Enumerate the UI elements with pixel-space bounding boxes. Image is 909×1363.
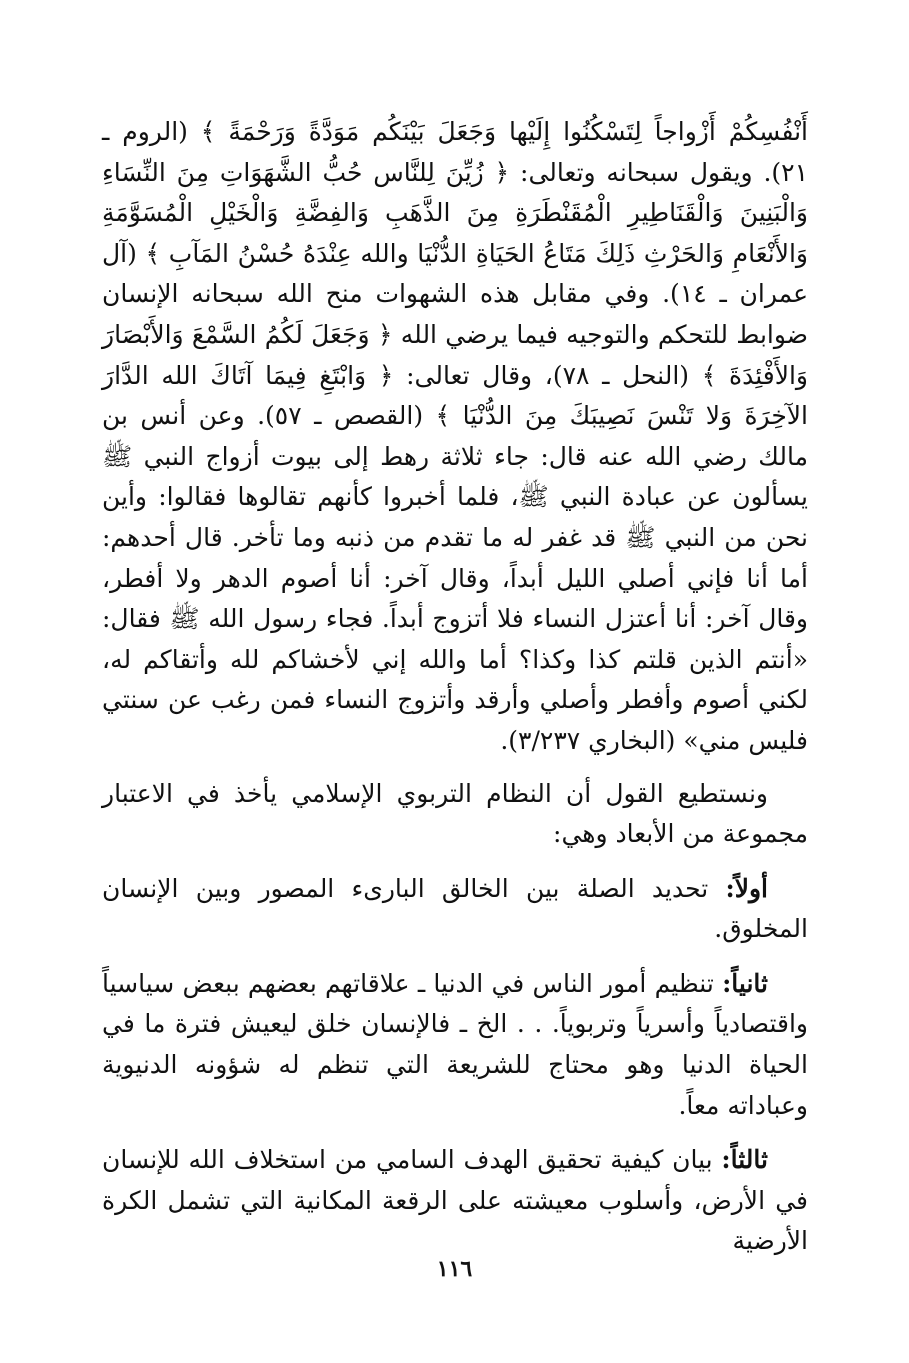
item-label-third: ثالثاً: (721, 1145, 769, 1175)
paragraph-gap (102, 855, 808, 869)
paragraph-text: تحديد الصلة بين الخالق البارىء المصور وبين الإنسان المخلوق. (102, 873, 808, 944)
page-number: ١١٦ (436, 1256, 473, 1282)
paragraph-text: ونستطيع القول أن النظام التربوي الإسلامي يأخذ في الاعتبار مجموعة من الأبعاد وهي: (102, 778, 808, 849)
paragraph-gap (102, 950, 808, 964)
paragraph-text: أَنْفُسِكُمْ أَزْواجاً لِتَسْكُنُوا إِلَيْها وَجَعَلَ بَيْنَكُم مَوَدَّةً وَرَحْمَةً ﴾ (الروم ـ ٢١). ويقول سبحانه وتعالى: ﴿ زُيِّنَ لِلنَّاس حُبُّ الشَّهَوَاتِ مِنَ النِّسَاءِ وَالْبَنِينَ وَالْقَنَاطِيرِ الْمُقَنْطَرَةِ مِنَ الذَّهَبِ وَالفِضَّةِ وَالْخَيْلِ الْمُسَوَّمَةِ وَالأَنْعَامِ وَالحَرْثِ ذَلِكَ مَتَاعُ الحَيَاةِ الدُّنْيَا والله عِنْدَهُ حُسْنُ المَآبِ ﴾ (آل عمران ـ ١٤). وفي مقابل هذه الشهوات منح الله سبحانه الإنسان ضوابط للتحكم والتوجيه فيما يرضي الله ﴿ وَجَعَلَ لَكُمُ السَّمْعَ وَالأَبْصَارَ وَالأَفْئِدَةَ ﴾ (النحل ـ ٧٨)، وقال تعالى: ﴿ وَابْتَغِ فِيمَا آتَاكَ الله الدَّارَ الآخِرَةَ وَلا تَنْسَ نَصِيبَكَ مِنَ الدُّنْيَا ﴾ (القصص ـ ٥٧). وعن أنس بن مالك رضي الله عنه قال: جاء ثلاثة رهط إلى بيوت أزواج النبي ﷺ يسألون عن عبادة النبي ﷺ، فلما أخبروا كأنهم تقالوها فقالوا: وأين نحن من النبي ﷺ قد غفر له ما تقدم من ذنبه وما تأخر. قال أحدهم: أما أنا فإني أصلي الليل أبداً، وقال آخر: أنا أصوم الدهر ولا أفطر، وقال آخر: أنا أعتزل النساء فلا أتزوج أبداً. فجاء رسول الله ﷺ فقال: «أنتم الذين قلتم كذا وكذا؟ أما والله إني لأخشاكم لله وأتقاكم له، لكني أصوم وأفطر وأصلي وأرقد وأتزوج النساء فمن رغب عن سنتي فليس مني» (البخاري ٣/٢٣٧). (102, 117, 809, 755)
paragraph-second (102, 964, 808, 1126)
paragraph-first (102, 869, 808, 950)
item-label-first: أولاً: (725, 873, 768, 903)
paragraph-gap (102, 1126, 808, 1140)
paragraph-gap (102, 762, 808, 774)
item-label-second: ثانياً: (722, 968, 768, 998)
paragraph-third (102, 1140, 808, 1262)
paragraph-quran-hadith (102, 112, 808, 762)
paragraph-text: تنظيم أمور الناس في الدنيا ـ علاقاتهم بعضهم ببعض سياسياً واقتصادياً وأسرياً وتربوياً. . . الخ ـ فالإنسان خلق ليعيش فترة ما في الحياة الدنيا وهو محتاج للشريعة التي تنظم له شؤونه الدنيوية وعباداته معاً. (102, 968, 808, 1120)
paragraph-text: بيان كيفية تحقيق الهدف السامي من استخلاف الله للإنسان في الأرض، وأسلوب معيشته على الرقعة المكانية التي تشمل الكرة الأرضية (102, 1145, 808, 1256)
paragraph-dimensions-intro (102, 774, 808, 855)
page-body (102, 112, 809, 1256)
